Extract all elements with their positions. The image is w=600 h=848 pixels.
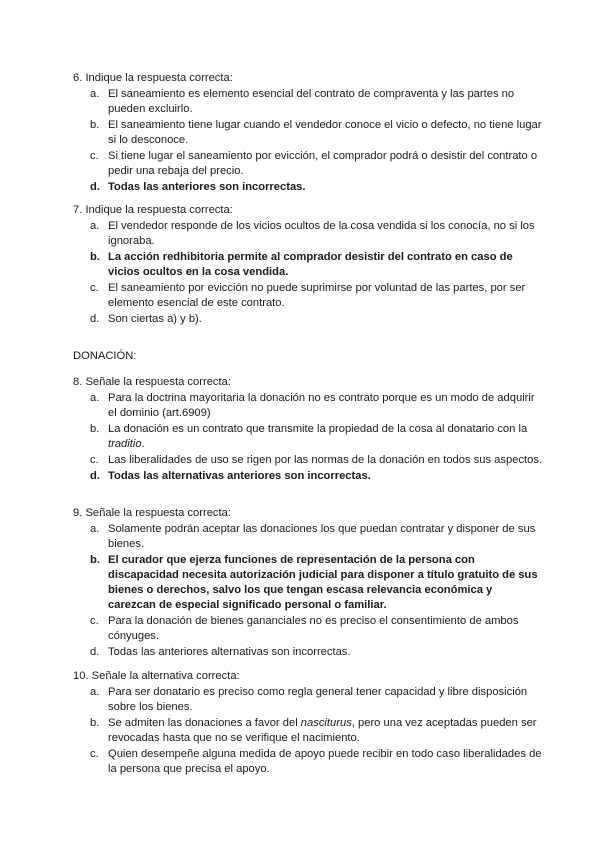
question-title: 10. Señale la alternativa correcta: xyxy=(73,670,240,682)
option-text: El vendedor responde de los vicios ocultos de la cosa vendida si los conocía, no si los ignoraba. xyxy=(108,220,535,247)
option-a xyxy=(73,219,543,249)
question-title: 8. Señale la respuesta correcta: xyxy=(73,376,231,388)
option-text: Solamente podrán aceptar las donaciones los que puedan contratar y disponer de sus bienes. xyxy=(108,523,536,550)
option-a xyxy=(73,87,543,117)
option-text: El saneamiento tiene lugar cuando el vendedor conoce el vicio o defecto, no tiene lugar si lo desconoce. xyxy=(108,119,542,146)
option-text: El saneamiento por evicción no puede suprimirse por voluntad de las partes, por ser elemento esencial de este contrato. xyxy=(108,282,526,309)
option-letter: b. xyxy=(90,554,100,566)
option-text: Si tiene lugar el saneamiento por evicción, el comprador podrá o desistir del contrato o pedir una rebaja del precio. xyxy=(108,150,538,177)
option-letter: b. xyxy=(90,717,100,729)
option-d-correct xyxy=(73,180,543,195)
option-d xyxy=(73,312,543,327)
option-b xyxy=(73,422,543,452)
option-c xyxy=(73,453,543,468)
option-letter: c. xyxy=(90,150,99,162)
option-d-correct xyxy=(73,469,543,484)
option-text: Para ser donatario es preciso como regla general tener capacidad y libre disposición sobre los bienes. xyxy=(108,686,528,713)
option-text: Para la doctrina mayoritaria la donación no es contrato porque es un modo de adquirir el dominio (art.6909) xyxy=(108,392,535,419)
option-letter: a. xyxy=(90,220,100,232)
option-text-tail: , pero una vez aceptadas pueden ser revocadas hasta que no se verifique el nacimiento. xyxy=(108,717,537,744)
option-letter: b. xyxy=(90,423,100,435)
option-text: Todas las anteriores alternativas son incorrectas. xyxy=(108,646,351,658)
option-text: La donación es un contrato que transmite la propiedad de la cosa al donatario con la xyxy=(108,423,528,435)
option-text: Todas las alternativas anteriores son incorrectas. xyxy=(108,470,371,482)
option-text: Las liberalidades de uso se rigen por las normas de la donación en todos sus aspectos. xyxy=(108,454,543,466)
question-title: 9. Señale la respuesta correcta: xyxy=(73,507,231,519)
option-c xyxy=(73,149,543,179)
option-italic-term: nasciturus xyxy=(300,717,352,729)
option-a xyxy=(73,685,543,715)
option-text: Quien desempeñe alguna medida de apoyo puede recibir en todo caso liberalidades de la persona que precisa el apoyo. xyxy=(108,748,542,775)
option-letter: a. xyxy=(90,523,100,535)
option-text: Todas las anteriores son incorrectas. xyxy=(108,181,306,193)
question-7 xyxy=(73,202,543,327)
option-letter: b. xyxy=(90,251,100,263)
option-a xyxy=(73,391,543,421)
option-letter: a. xyxy=(90,392,100,404)
option-d xyxy=(73,645,543,660)
question-10 xyxy=(73,668,543,777)
question-title: 7. Indique la respuesta correcta: xyxy=(73,204,233,216)
option-text: Se admiten las donaciones a favor del xyxy=(108,717,298,729)
option-text: El saneamiento es elemento esencial del contrato de compraventa y las partes no pueden excluirlo. xyxy=(108,88,515,115)
question-8 xyxy=(73,374,543,484)
option-letter: d. xyxy=(90,181,100,193)
option-letter: c. xyxy=(90,748,99,760)
option-letter: b. xyxy=(90,119,100,131)
option-c xyxy=(73,281,543,311)
option-b-correct xyxy=(73,250,543,280)
option-letter: a. xyxy=(90,88,100,100)
question-title: 6. Indique la respuesta correcta: xyxy=(73,72,233,84)
option-b xyxy=(73,716,543,746)
option-a xyxy=(73,522,543,552)
option-text: Son ciertas a) y b). xyxy=(108,313,202,325)
section-heading-donacion: DONACIÓN: xyxy=(73,350,137,362)
option-letter: c. xyxy=(90,615,99,627)
option-italic-term: traditio xyxy=(108,438,142,450)
option-c xyxy=(73,614,543,644)
option-letter: d. xyxy=(90,646,100,658)
option-text-tail: . xyxy=(141,438,145,450)
option-c xyxy=(73,747,543,777)
option-text: El curador que ejerza funciones de representación de la persona con discapacidad necesita autorización judicial para disponer a título gratuito de sus bienes o derechos, salvo los que tengan escasa relevancia económica y carezcan de especial significado personal o familiar. xyxy=(108,554,538,611)
option-b xyxy=(73,118,543,148)
option-letter: a. xyxy=(90,686,100,698)
option-letter: c. xyxy=(90,454,99,466)
question-9 xyxy=(73,505,543,660)
option-letter: d. xyxy=(90,470,100,482)
option-letter: c. xyxy=(90,282,99,294)
option-text: Para la donación de bienes gananciales no es preciso el consentimiento de ambos cónyuges. xyxy=(108,615,519,642)
option-letter: d. xyxy=(90,313,100,325)
option-b-correct xyxy=(73,553,543,613)
option-text: La acción redhibitoria permite al comprador desistir del contrato en caso de vicios ocultos en la cosa vendida. xyxy=(108,251,513,278)
question-6 xyxy=(73,70,543,195)
